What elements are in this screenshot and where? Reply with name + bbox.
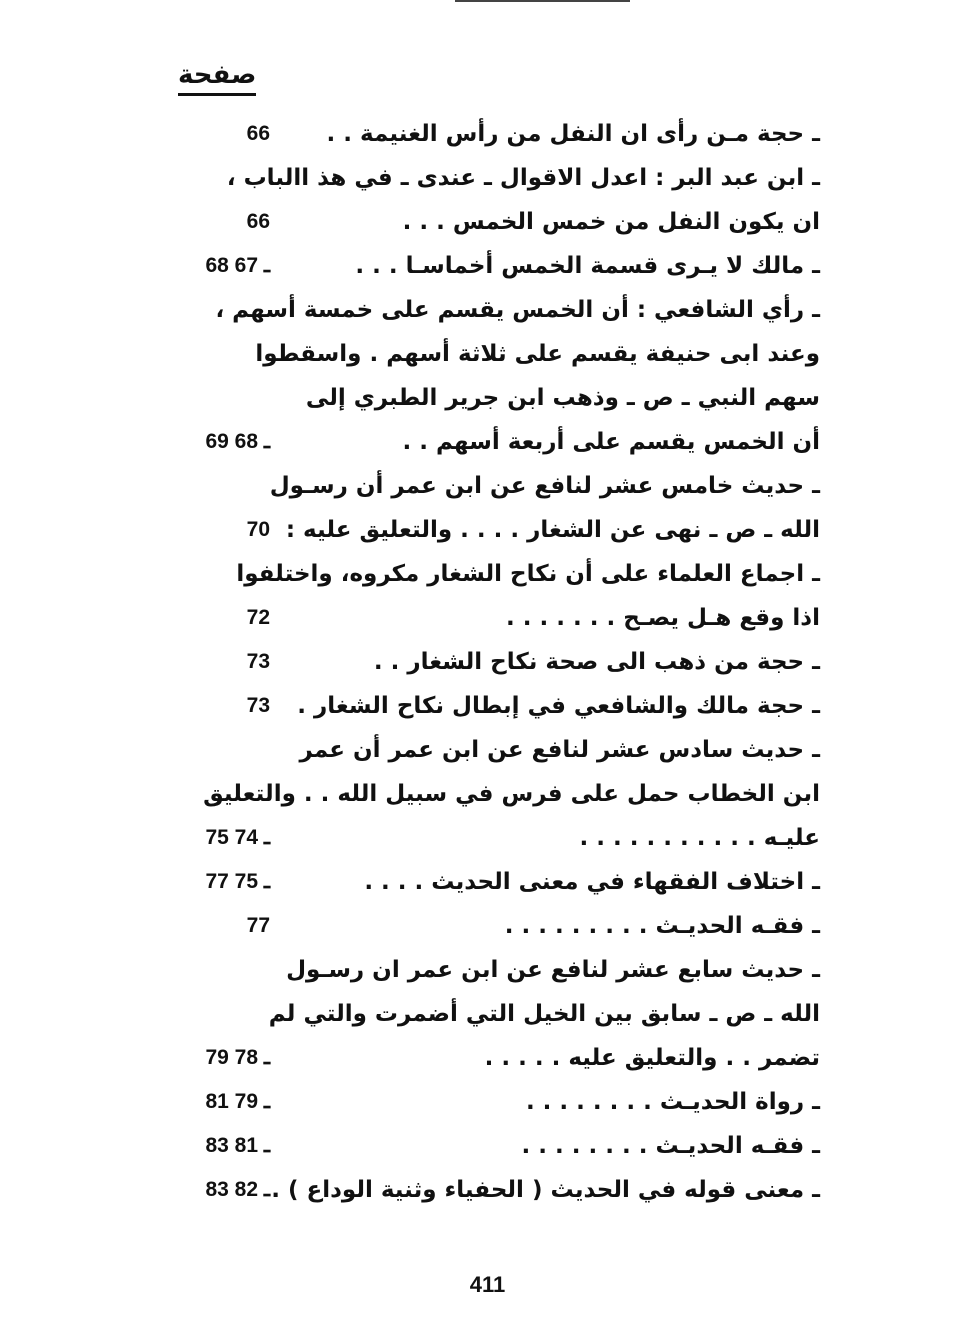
top-rule [455, 0, 630, 5]
toc-entry-text: ـ حديث سابع عشر لنافع عن ابن عمر ان رسـول [286, 957, 820, 983]
toc-entry [170, 904, 820, 948]
toc-entry-page: 83 ـ 81 [205, 1134, 270, 1157]
toc-entry-text: الله ـ ص ـ نهى عن الشغار . . . . والتعليق عليه : [285, 517, 820, 543]
toc-entry-page: 68 ـ 67 [205, 254, 270, 277]
toc-entry-text: ـ حجة من ذهب الى صحة نكاح الشغار . . [373, 649, 820, 675]
toc-entry [170, 464, 820, 508]
toc-entry [170, 596, 820, 640]
toc-entry-text: ـ فقـه الحديـث . . . . . . . . . [504, 913, 820, 939]
toc-entry [170, 112, 820, 156]
table-of-contents [170, 112, 820, 1222]
toc-entry-page: 70 [246, 518, 270, 541]
toc-entry [170, 816, 820, 860]
toc-entry [170, 1036, 820, 1080]
toc-entry-text: وعند ابى حنيفة يقسم على ثلاثة أسهم . واسقطوا [255, 341, 820, 367]
toc-entry [170, 1080, 820, 1124]
toc-entry [170, 420, 820, 464]
toc-entry [170, 156, 820, 200]
toc-entry [170, 1168, 820, 1212]
toc-entry-text: ان يكون النفل من خمس الخمس . . . [402, 209, 820, 235]
toc-entry-text: ـ حجة مـن رأى ان النفل من رأس الغنيمة . . [326, 121, 820, 147]
toc-entry-text: أن الخمس يقسم على أربعة أسهم . . [402, 429, 820, 455]
toc-entry [170, 552, 820, 596]
toc-entry [170, 200, 820, 244]
toc-entry [170, 684, 820, 728]
toc-entry-text: عليـه . . . . . . . . . . . [579, 825, 820, 851]
toc-entry-page: 77 [246, 914, 270, 937]
toc-entry [170, 508, 820, 552]
toc-entry [170, 288, 820, 332]
toc-entry [170, 728, 820, 772]
toc-entry-text: ـ مالك لا يـرى قسمة الخمس أخماسـا . . . [355, 253, 820, 279]
toc-entry-text: الله ـ ص ـ سابق بين الخيل التي أضمرت والتي لم [268, 1001, 820, 1027]
toc-entry [170, 860, 820, 904]
toc-entry-text: اذا وقع هـل يصـح . . . . . . . [506, 605, 820, 631]
toc-entry-text: سهم النبي ـ ص ـ وذهب ابن جرير الطبري إلى [305, 385, 820, 411]
toc-entry-page: 72 [246, 606, 270, 629]
toc-entry [170, 772, 820, 816]
toc-entry-page: 75 ـ 74 [205, 826, 270, 849]
page-number: 411 [469, 1272, 506, 1297]
toc-entry-text: ـ رواة الحديـث . . . . . . . . [525, 1089, 820, 1115]
toc-entry-text: تضمر . . والتعليق عليه . . . . . [484, 1045, 820, 1071]
toc-entry [170, 376, 820, 420]
toc-entry-page: 73 [246, 650, 270, 673]
toc-entry-page: 79 ـ 78 [205, 1046, 270, 1069]
toc-entry-text: ـ اختلاف الفقهاء في معنى الحديث . . . . [364, 869, 820, 895]
toc-entry [170, 992, 820, 1036]
toc-entry [170, 1124, 820, 1168]
toc-entry-page: 73 [246, 694, 270, 717]
toc-entry-text: ـ حديث خامس عشر لنافع عن ابن عمر أن رسـول [269, 473, 820, 499]
toc-entry [170, 948, 820, 992]
toc-entry-page: 66 [246, 122, 270, 145]
toc-entry-text: ـ ابن عبد البر : اعدل الاقوال ـ عندى ـ في هذ االباب ، [226, 165, 820, 191]
toc-entry-page: 77 ـ 75 [205, 870, 270, 893]
toc-entry-text: ـ حديث سادس عشر لنافع عن ابن عمر أن عمر [299, 737, 820, 763]
page-column-header: صفحة [178, 60, 256, 96]
toc-entry-page: 83 ـ 82 [205, 1178, 270, 1201]
toc-entry [170, 640, 820, 684]
toc-entry-text: ـ فقـه الحديـث . . . . . . . . [521, 1133, 820, 1159]
toc-entry-text: ـ معنى قوله في الحديث ( الحفياء وثنية الوداع ) . [271, 1177, 820, 1203]
toc-entry-text: ابن الخطاب حمل على فرس في سبيل الله . . والتعليق [203, 781, 820, 807]
toc-entry-text: ـ حجة مالك والشافعي في إبطال نكاح الشغار . [297, 693, 820, 719]
toc-entry [170, 244, 820, 288]
toc-entry-page: 66 [246, 210, 270, 233]
toc-entry-page: 69 ـ 68 [205, 430, 270, 453]
toc-entry-text: ـ رأي الشافعي : أن الخمس يقسم على خمسة أسهم ، [215, 297, 820, 323]
toc-entry-page: 81 ـ 79 [205, 1090, 270, 1113]
toc-entry [170, 332, 820, 376]
toc-entry-text: ـ اجماع العلماء على أن نكاح الشغار مكروه، واختلفوا [236, 561, 820, 587]
